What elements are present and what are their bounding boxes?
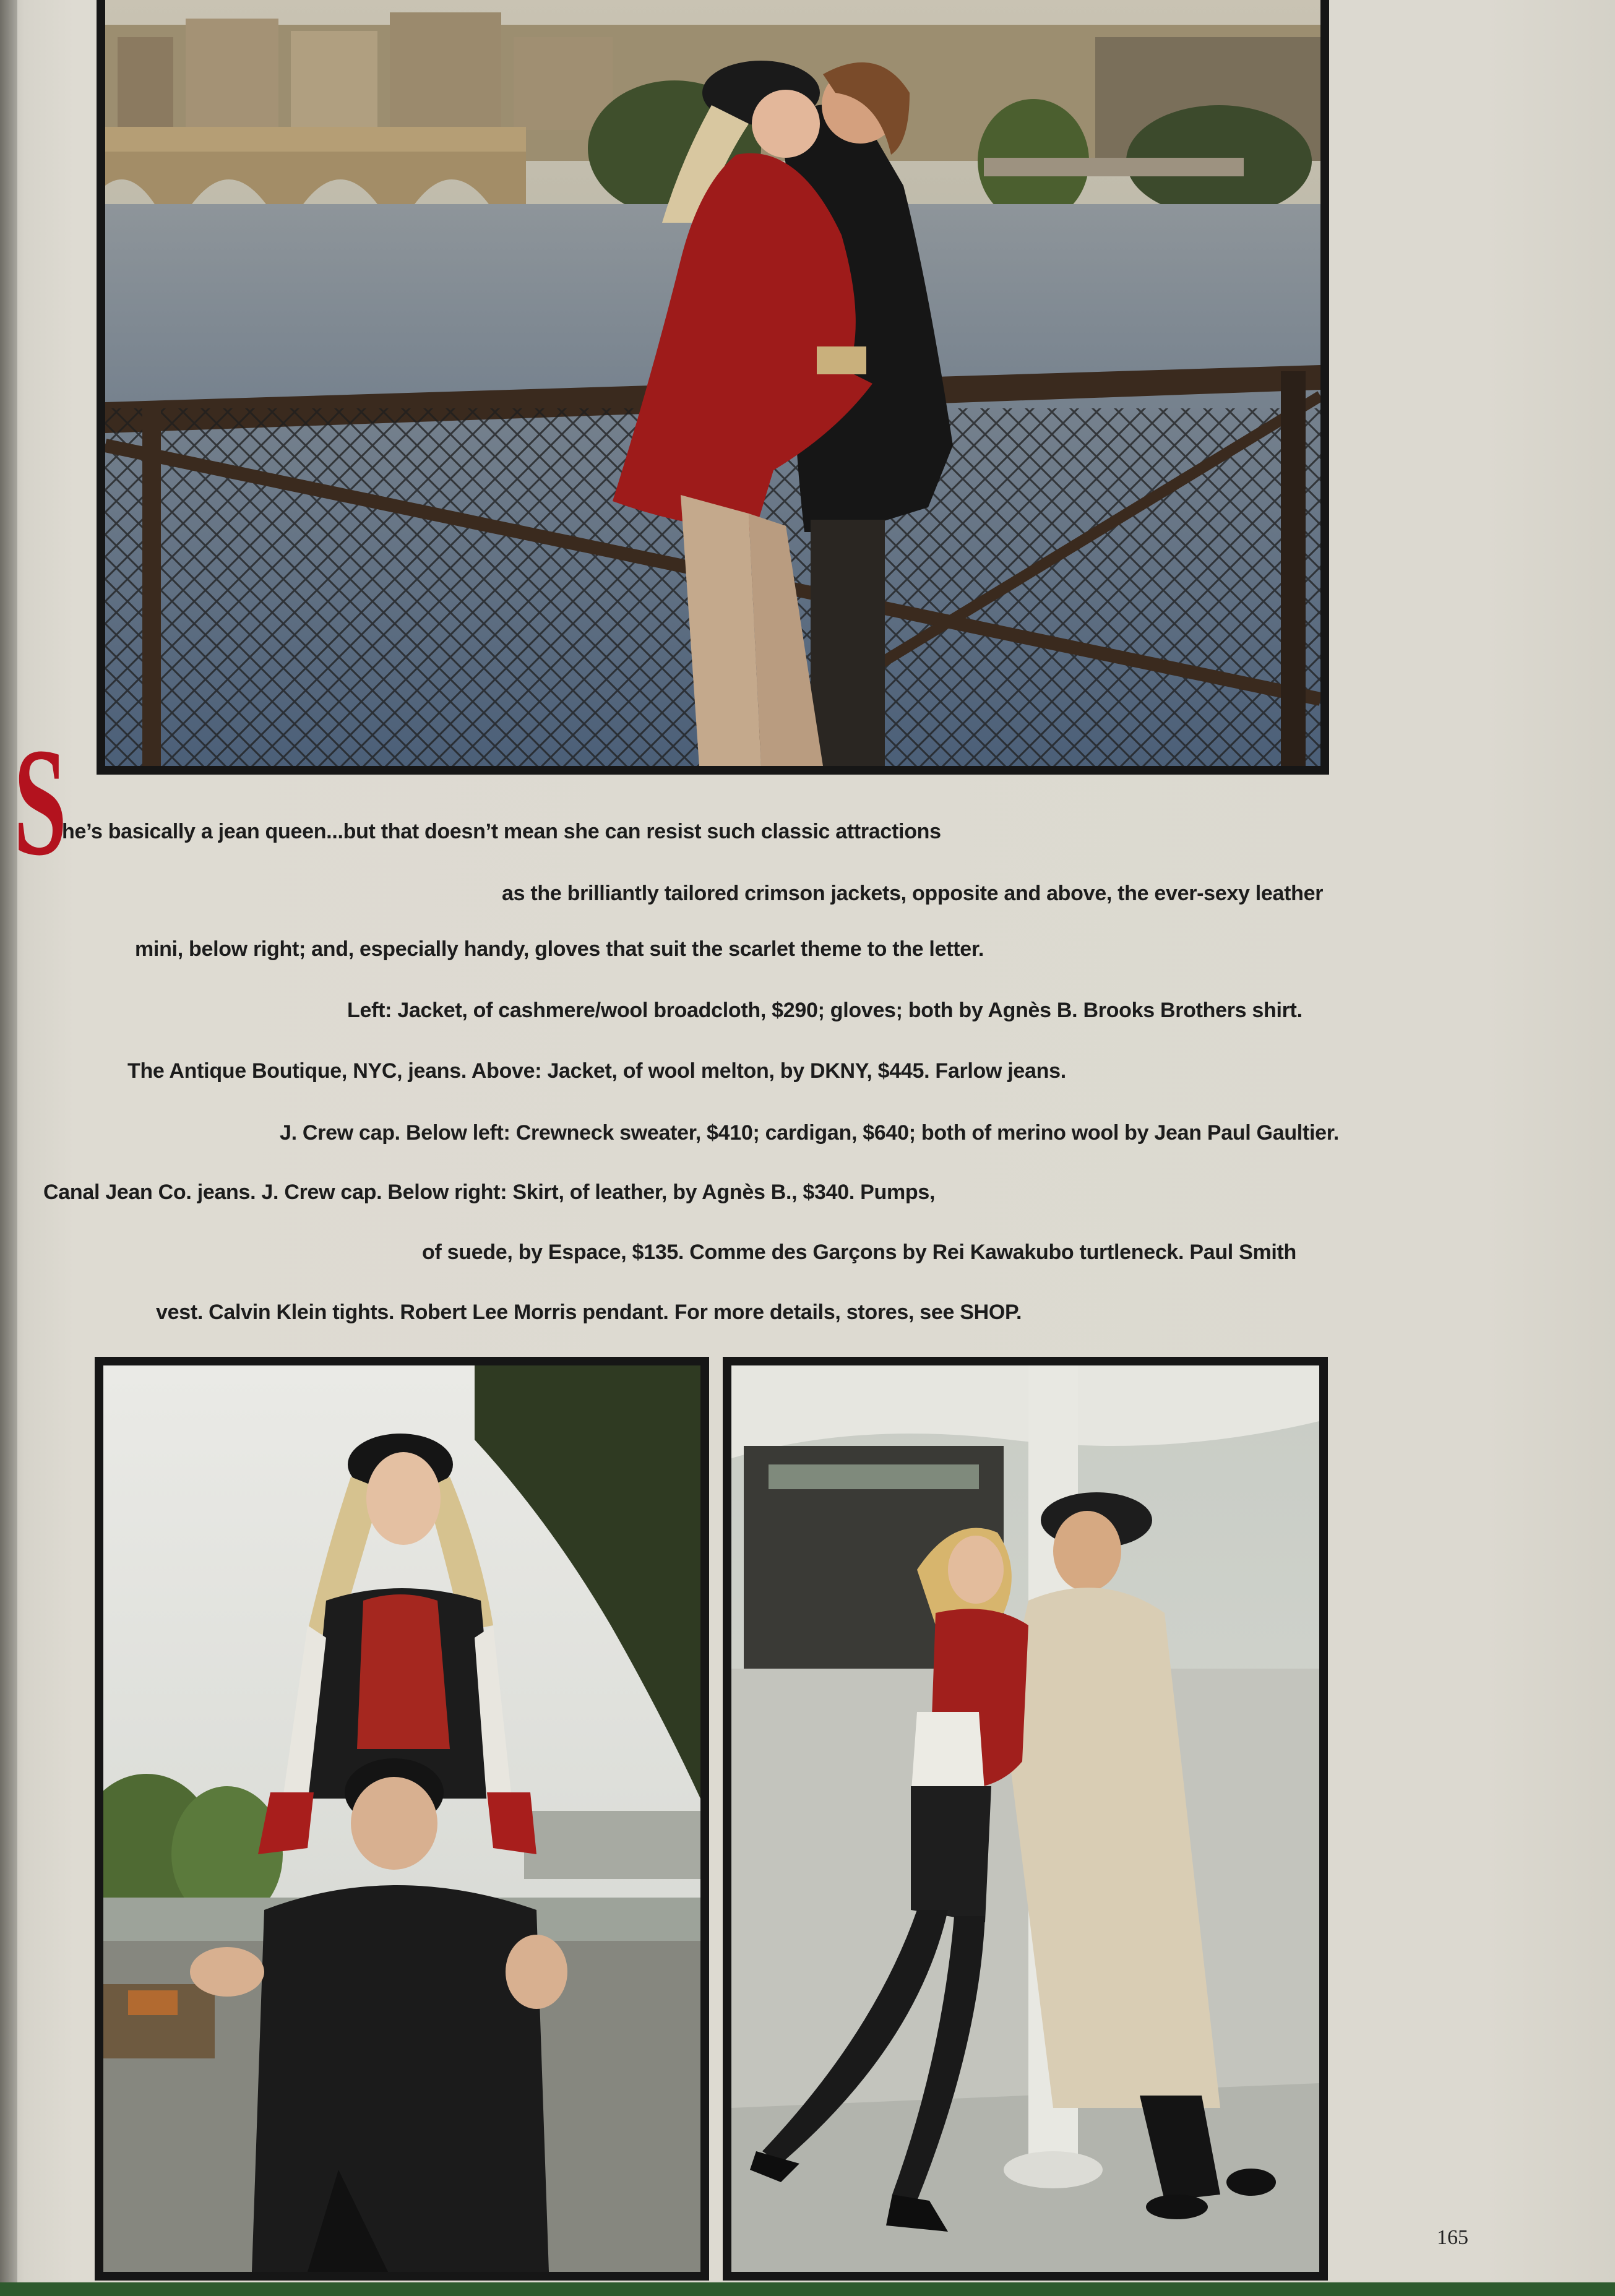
- caption-line-6: J. Crew cap. Below left: Crewneck sweater, $410; cardigan, $640; both of merino wool by Jean Paul Gaultier.: [280, 1121, 1339, 1145]
- caption-line-1: he’s basically a jean queen...but that doesn’t mean she can resist such classic attractions: [62, 820, 941, 843]
- photo-bottom-right-illustration: [731, 1365, 1319, 2272]
- photo-couple-embracing: [723, 1357, 1328, 2281]
- drop-cap: S: [14, 716, 67, 888]
- photo-bottom-left-illustration: [103, 1365, 700, 2272]
- page-spine-shadow: [0, 0, 17, 2296]
- caption-line-8: of suede, by Espace, $135. Comme des Garçons by Rei Kawakubo turtleneck. Paul Smith: [422, 1240, 1297, 1264]
- photo-couple-kissing-on-bridge: [97, 0, 1329, 775]
- caption-line-3: mini, below right; and, especially handy, gloves that suit the scarlet theme to the letter.: [135, 937, 984, 961]
- photo-top-illustration: [105, 0, 1320, 766]
- caption-line-5: The Antique Boutique, NYC, jeans. Above: Jacket, of wool melton, by DKNY, $445. Farlow jeans.: [127, 1059, 1066, 1083]
- caption-line-9: vest. Calvin Klein tights. Robert Lee Morris pendant. For more details, stores, see SHOP.: [156, 1301, 1022, 1324]
- caption-line-7: Canal Jean Co. jeans. J. Crew cap. Below right: Skirt, of leather, by Agnès B., $340. Pumps,: [43, 1180, 936, 1204]
- caption-line-4: Left: Jacket, of cashmere/wool broadcloth, $290; gloves; both by Agnès B. Brooks Brothers shirt.: [347, 999, 1303, 1022]
- photo-woman-on-shoulders: [95, 1357, 709, 2281]
- caption-line-2: as the brilliantly tailored crimson jackets, opposite and above, the ever-sexy leather: [502, 882, 1324, 905]
- page-number: 165: [1437, 2226, 1468, 2249]
- bottom-edge-strip: [0, 2282, 1615, 2296]
